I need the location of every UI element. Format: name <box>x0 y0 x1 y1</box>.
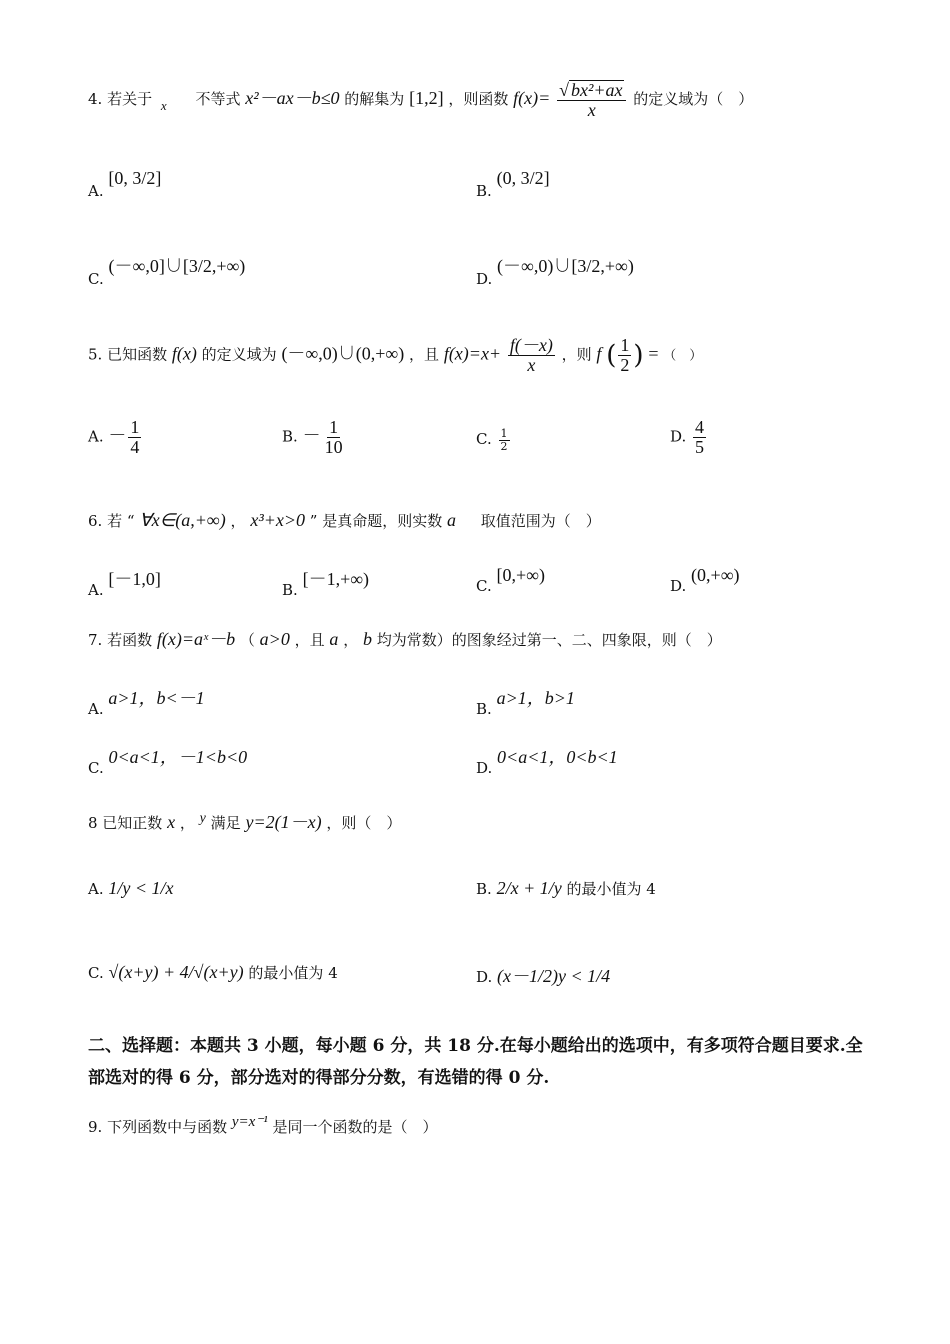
q8-option-b[interactable]: B. 2/x + 1/y 的最小值为 4 <box>476 878 656 898</box>
q6-quantifier: ∀x∈(a,+∞) <box>139 510 226 530</box>
q4-option-a-math: [0, 3/2] <box>108 168 162 188</box>
q5-option-c[interactable]: C. $\frac{1}{2}$ <box>476 427 508 453</box>
q4-denominator: x <box>587 99 596 120</box>
q7-option-c[interactable]: C. 0<a<1，－1<b<0 <box>88 747 248 777</box>
q5-func: f(x) <box>171 343 197 364</box>
q4-option-d[interactable]: D. (－∞,0)∪[3/2,+∞) <box>476 256 634 288</box>
q5-half: $\frac{1}{2}$ <box>620 335 630 375</box>
q6-inequality: x³+x>0 <box>250 510 306 530</box>
q5-f: f <box>596 343 602 364</box>
q6-option-d[interactable]: D. (0,+∞) <box>670 565 740 595</box>
q6-option-c[interactable]: C. [0,+∞) <box>476 565 545 595</box>
q4-text2: 的解集为 <box>344 89 405 108</box>
q7-option-a[interactable]: A. a>1，b<－1 <box>88 688 205 718</box>
question-4-stem <box>88 80 753 120</box>
q5-fraction: $\frac{f(-x)}{x}$ <box>509 335 553 375</box>
q5-option-a[interactable]: A. － $\frac{1}{4}$ <box>88 417 140 457</box>
q5-option-b[interactable]: B. － $\frac{1}{10}$ <box>282 417 343 457</box>
q9-function: y=x⁻¹ <box>231 1114 268 1130</box>
question-7-stem: 7. 若函数 f(x)=aˣ－b （ a>0 ，且 a ， b 均为常数）的图象经过第一、二、四象限，则（ ） <box>88 629 722 649</box>
q4-fraction: $\frac{\text{√ bx²+ax}}{x}$ <box>557 80 626 120</box>
q5-option-d[interactable]: D. $\frac{4}{5}$ <box>670 417 705 457</box>
q4-option-c-math: (－∞,0]∪[3/2,+∞) <box>108 256 246 276</box>
q4-inequality: x²－ax－b≤0 <box>245 87 340 108</box>
q7-option-d[interactable]: D. 0<a<1，0<b<1 <box>476 747 618 777</box>
q4-func: f(x)= <box>513 87 551 108</box>
q4-option-b[interactable]: B. (0, 3/2] <box>476 168 550 200</box>
section-2-heading: 二、选择题：本题共 3 小题，每小题 6 分，共 18 分.在每小题给出的选项中，有多项符合题目要求.全部选对的得 6 分，部分选对的得部分分数，有选错的得 0 分. <box>88 1036 863 1088</box>
q5-domain: (－∞,0)∪(0,+∞) <box>281 343 405 364</box>
q6-var-a: a <box>447 510 457 530</box>
q4-interval: [1,2] <box>409 87 444 108</box>
q8-option-a[interactable]: A. 1/y < 1/x <box>88 878 174 898</box>
question-9-stem: 9. 下列函数中与函数 y=x⁻¹ 是同一个函数的是（ ） <box>88 1114 438 1136</box>
q7-option-b[interactable]: B. a>1，b>1 <box>476 688 575 718</box>
q4-prefix: 4. 若关于 <box>88 89 153 108</box>
question-6-stem: 6. 若 “ ∀x∈(a,+∞) ， x³+x>0 ” 是真命题，则实数 a 取值范围为（ ） <box>88 510 601 530</box>
q5-equation: f(x)=x+ <box>443 343 502 364</box>
q4-option-c[interactable]: C. (－∞,0]∪[3/2,+∞) <box>88 256 246 288</box>
q8-option-d[interactable]: D. (x－1/2)y < 1/4 <box>476 966 611 986</box>
q4-option-b-math: (0, 3/2] <box>496 168 550 188</box>
question-5-stem: 5. 已知函数 f(x) 的定义域为 (－∞,0)∪(0,+∞) ，且 f(x)=x+ $\frac{f(-x)}{x}$ ，则 f ( $\frac{1}{2}$ ) = （ ） <box>88 335 703 375</box>
q6-option-b[interactable]: B. [－1,+∞) <box>282 569 370 599</box>
q8-constraint: y=2(1－x) <box>245 812 322 832</box>
q8-option-c[interactable]: C. √(x+y) + 4/√(x+y) 的最小值为 4 <box>88 962 338 982</box>
q4-option-a[interactable]: A. [0, 3/2] <box>88 168 162 200</box>
q4-text: 不等式 <box>195 89 241 108</box>
q4-tail: 的定义域为（ ） <box>633 89 754 108</box>
question-8-stem: 8 已知正数 x ， y 满足 y=2(1－x) ，则（ ） <box>88 811 402 832</box>
q4-var-x: x <box>160 97 167 113</box>
q4-text3: ，则函数 <box>448 89 509 108</box>
q4-option-d-math: (－∞,0)∪[3/2,+∞) <box>497 256 634 276</box>
q7-func: f(x)=aˣ－b <box>156 629 236 649</box>
q6-option-a[interactable]: A. [－1,0] <box>88 569 161 599</box>
q4-radicand: bx²+ax <box>570 80 623 100</box>
